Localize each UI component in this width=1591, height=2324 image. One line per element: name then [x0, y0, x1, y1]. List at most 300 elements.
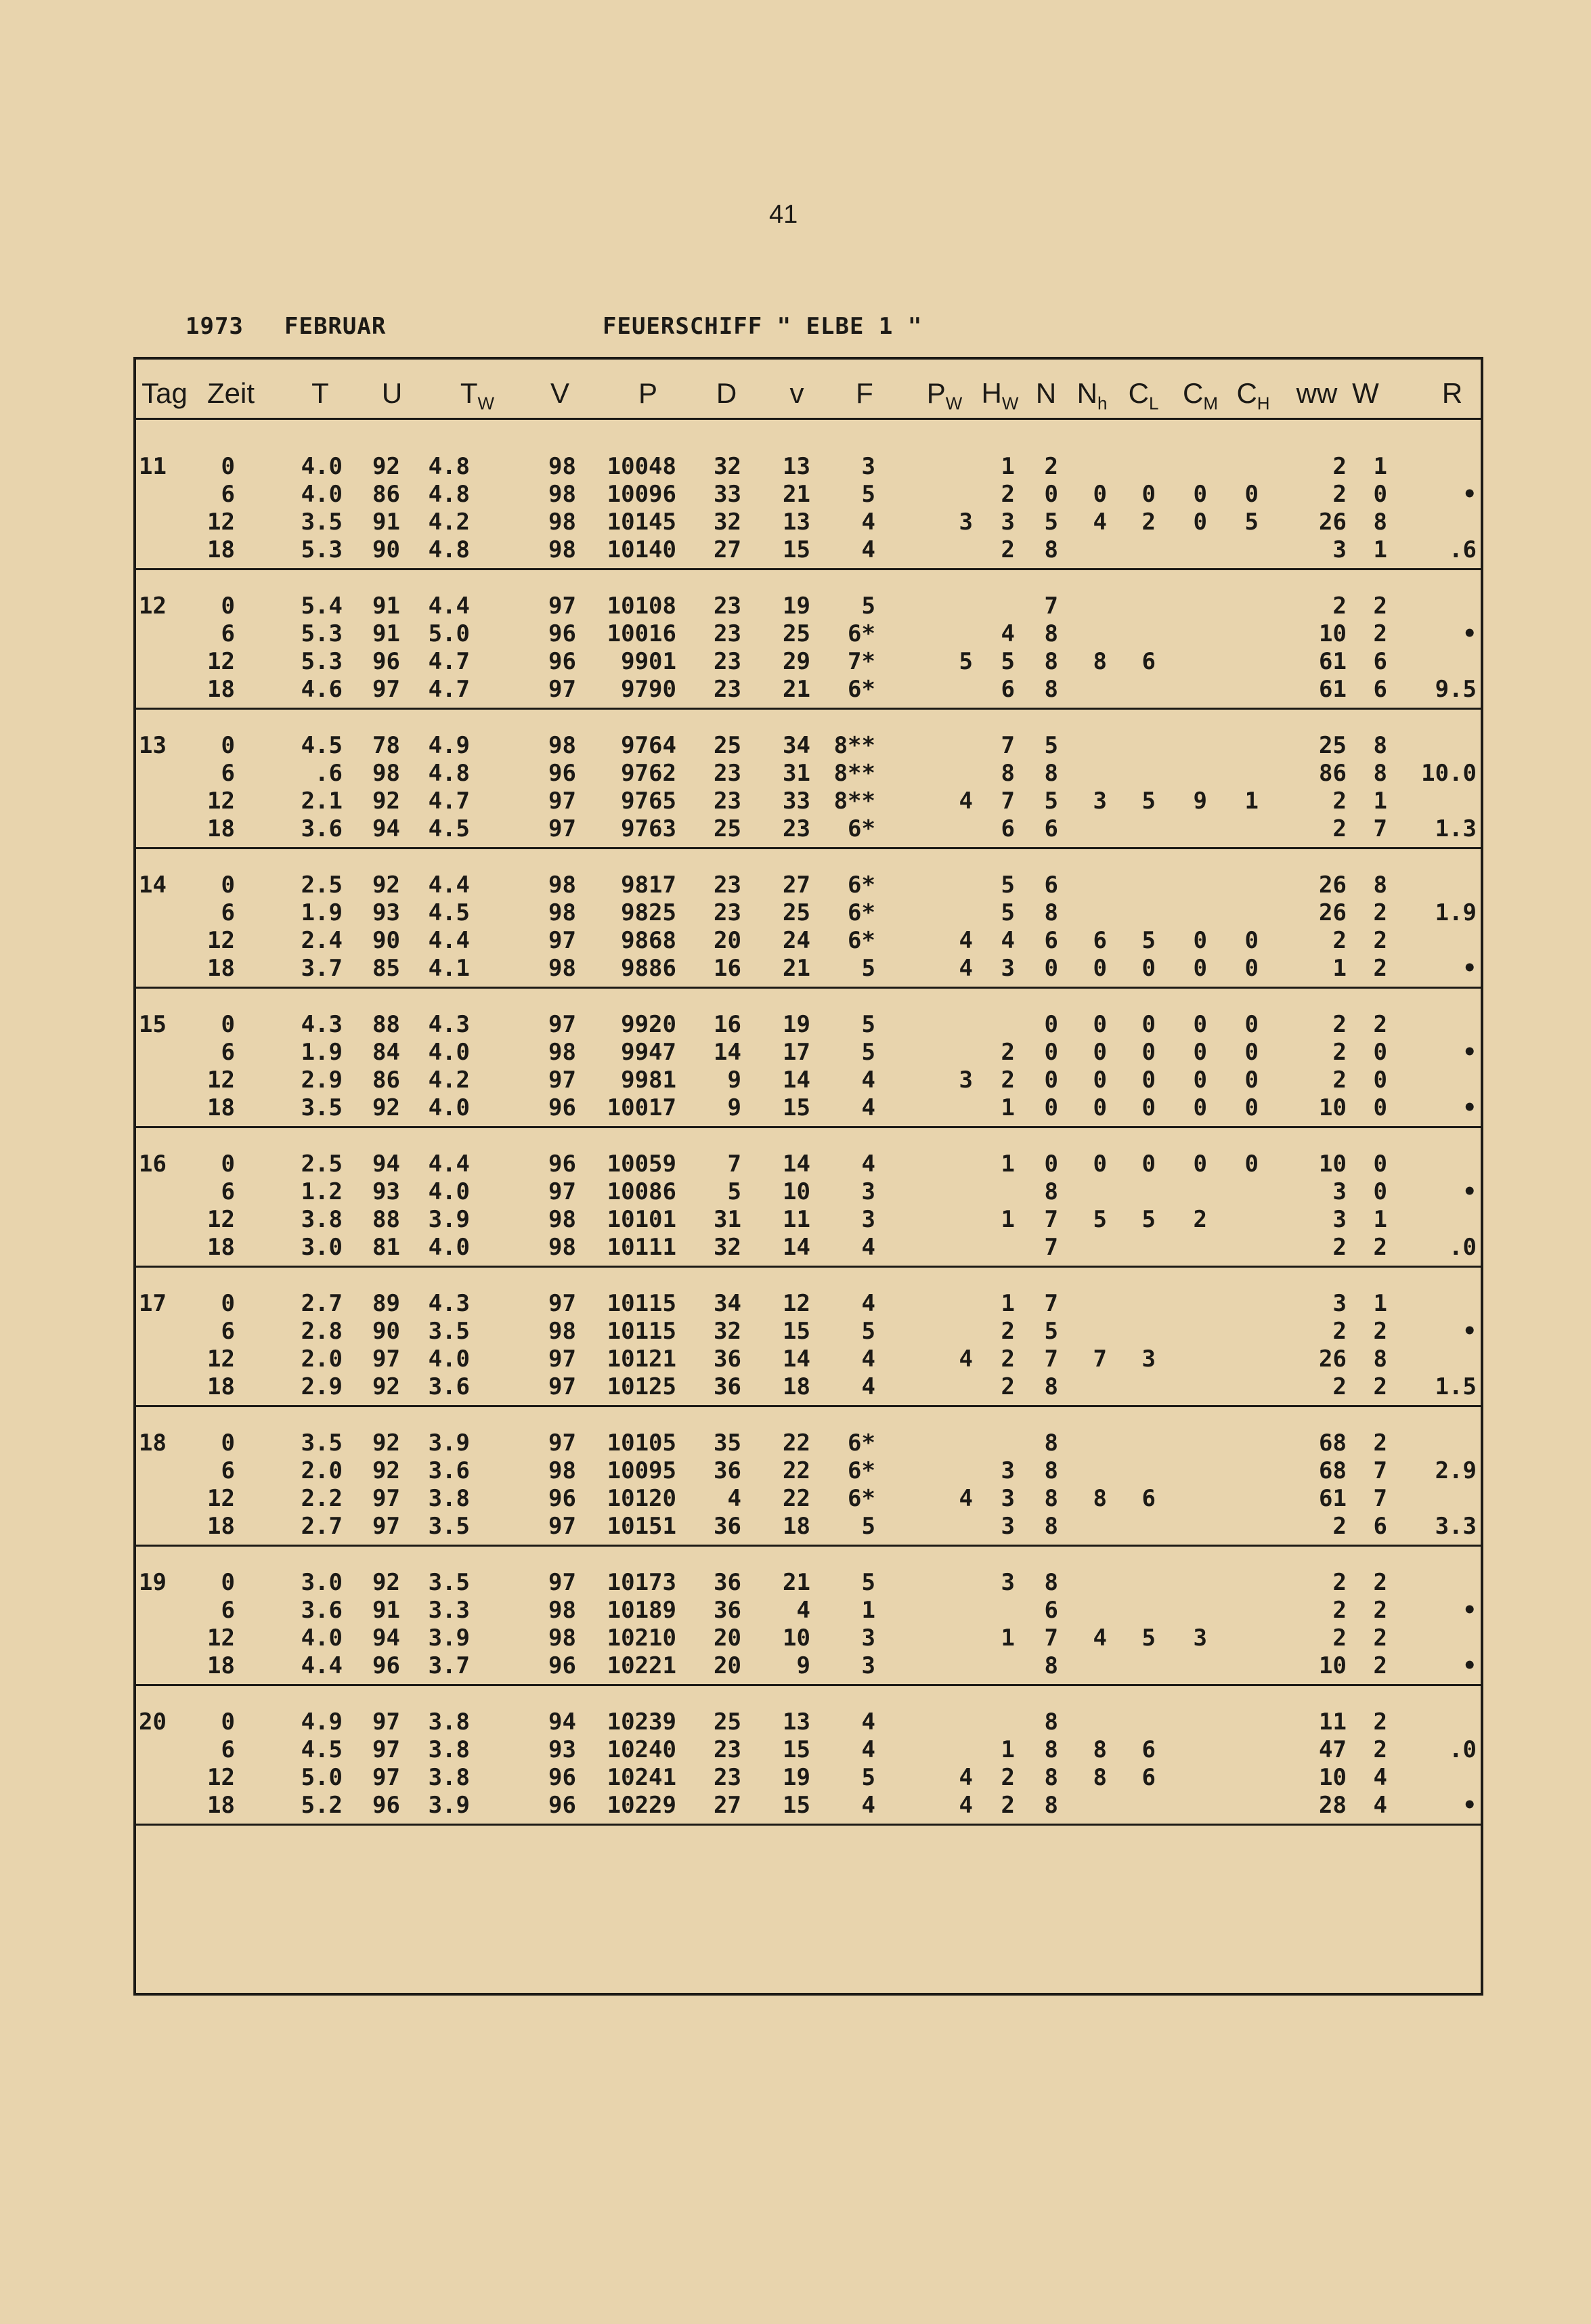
table-cell: 85 [372, 955, 400, 982]
table-cell: 4.2 [428, 509, 470, 536]
table-cell: 0 [1193, 1094, 1207, 1121]
table-cell: 12 [207, 648, 235, 675]
table-cell: 5.3 [301, 648, 343, 675]
table-cell: 3 [1001, 955, 1015, 982]
table-cell: 97 [548, 1011, 576, 1038]
table-cell: 26 [1319, 872, 1347, 899]
table-cell: 0 [221, 1569, 235, 1596]
table-cell: 6 [1044, 927, 1058, 954]
table-cell: 5.3 [301, 536, 343, 563]
table-cell: 96 [548, 1652, 576, 1679]
table-cell: 2 [1001, 1764, 1015, 1791]
table-cell: 1 [1244, 788, 1259, 815]
table-cell: 1 [1001, 1150, 1015, 1178]
column-header-main: N [1035, 377, 1057, 409]
table-cell: 1 [1373, 453, 1387, 480]
table-cell: 15 [783, 1318, 810, 1345]
table-cell: • [1462, 1597, 1477, 1624]
table-cell: 10 [1319, 1150, 1347, 1178]
table-cell: 92 [372, 453, 400, 480]
table-cell: .6 [1449, 536, 1477, 563]
column-header-main: N [1076, 377, 1097, 409]
table-cell: 92 [372, 872, 400, 899]
table-cell: 0 [1093, 481, 1107, 508]
table-cell: 8 [1373, 872, 1387, 899]
table-cell: 4 [861, 1346, 875, 1373]
table-cell: 0 [1373, 1067, 1387, 1094]
table-cell: 29 [783, 648, 810, 675]
table-cell: 6* [848, 1485, 875, 1512]
table-cell: 12 [207, 1067, 235, 1094]
table-cell: 93 [548, 1736, 576, 1763]
table-cell: 4.3 [428, 1290, 470, 1317]
table-cell: 10221 [607, 1652, 676, 1679]
column-header-sub: M [1203, 393, 1219, 414]
table-cell: 4.0 [428, 1039, 470, 1066]
table-cell: 36 [714, 1457, 741, 1484]
table-cell: 9825 [621, 899, 676, 926]
table-cell: 10016 [607, 620, 676, 647]
table-cell: 2.1 [301, 788, 343, 815]
table-cell: 8 [1044, 1708, 1058, 1736]
table-cell: 10189 [607, 1597, 676, 1624]
column-header-8 [790, 377, 804, 410]
table-cell: 4.4 [428, 872, 470, 899]
table-cell: 0 [221, 1150, 235, 1178]
table-cell: 3.8 [428, 1485, 470, 1512]
table-cell: 94 [372, 1150, 400, 1178]
table-cell: 3.9 [428, 1792, 470, 1819]
column-header-main: Tag [141, 377, 188, 409]
table-cell: 8 [1044, 1373, 1058, 1400]
table-cell: 6 [221, 760, 235, 787]
table-cell: 90 [372, 1318, 400, 1345]
table-cell: 0 [1244, 1011, 1259, 1038]
table-cell: 6* [848, 620, 875, 647]
table-cell: 97 [548, 1346, 576, 1373]
table-cell: 10 [783, 1178, 810, 1205]
table-cell: 93 [372, 1178, 400, 1205]
table-cell: 4.0 [301, 453, 343, 480]
table-cell: 6 [1044, 815, 1058, 842]
table-cell: .0 [1449, 1736, 1477, 1763]
table-cell: 21 [783, 676, 810, 703]
table-cell: 98 [548, 509, 576, 536]
table-cell: 5 [1001, 899, 1015, 926]
table-cell: 4.0 [428, 1094, 470, 1121]
table-cell: 4 [796, 1597, 810, 1624]
table-cell: 98 [548, 536, 576, 563]
table-cell: 1 [861, 1597, 875, 1624]
table-cell: 5 [1001, 872, 1015, 899]
table-cell: 25 [714, 732, 741, 759]
day-label: 20 [139, 1708, 167, 1736]
table-cell: 6 [1044, 872, 1058, 899]
table-cell: 26 [1319, 899, 1347, 926]
table-cell: 96 [372, 1652, 400, 1679]
table-cell: 18 [783, 1373, 810, 1400]
table-cell: 6* [848, 676, 875, 703]
table-cell: 9817 [621, 872, 676, 899]
table-cell: 21 [783, 481, 810, 508]
table-cell: 9790 [621, 676, 676, 703]
table-cell: 0 [1141, 1150, 1156, 1178]
table-cell: 0 [1193, 927, 1207, 954]
table-cell: 4.9 [428, 732, 470, 759]
column-header-1 [207, 377, 255, 410]
column-header-main: v [789, 377, 804, 409]
table-cell: 2 [1373, 1736, 1387, 1763]
table-cell: 5 [1244, 509, 1259, 536]
table-cell: 0 [1044, 1067, 1058, 1094]
table-cell: 18 [207, 676, 235, 703]
table-cell: 6 [1044, 1597, 1058, 1624]
table-cell: 4.9 [301, 1708, 343, 1736]
column-header-11 [982, 377, 1019, 414]
table-cell: 0 [1193, 1150, 1207, 1178]
table-cell: 98 [548, 899, 576, 926]
table-cell: 14 [783, 1346, 810, 1373]
table-cell: 12 [783, 1290, 810, 1317]
table-cell: 0 [1373, 1178, 1387, 1205]
table-cell: 2 [1332, 1067, 1347, 1094]
table-cell: 8 [1044, 620, 1058, 647]
table-cell: 2 [1332, 1318, 1347, 1345]
table-cell: 0 [221, 1290, 235, 1317]
table-cell: 6 [1141, 1485, 1156, 1512]
table-cell: 4 [861, 1067, 875, 1094]
table-cell: 12 [207, 1764, 235, 1791]
table-cell: 18 [207, 1234, 235, 1261]
table-cell: 0 [1044, 1039, 1058, 1066]
table-cell: 2.5 [301, 1150, 343, 1178]
table-cell: 98 [548, 732, 576, 759]
column-header-main: V [550, 377, 570, 409]
table-cell: 5 [861, 1011, 875, 1038]
header-year: 1973 [186, 313, 244, 340]
table-cell: 5 [1093, 1206, 1107, 1233]
table-cell: 1 [1001, 1290, 1015, 1317]
table-cell: 4 [727, 1485, 741, 1512]
table-cell: 8 [1044, 1764, 1058, 1791]
table-cell: 3.8 [428, 1708, 470, 1736]
table-cell: 6* [848, 1457, 875, 1484]
column-header-sub: W [477, 393, 495, 414]
table-cell: 0 [221, 1011, 235, 1038]
table-cell: 96 [548, 620, 576, 647]
table-cell: 2 [1332, 1513, 1347, 1540]
table-cell: • [1462, 1094, 1477, 1121]
table-cell: 97 [372, 1513, 400, 1540]
table-cell: 96 [548, 1792, 576, 1819]
table-cell: 97 [548, 927, 576, 954]
table-cell: 2 [1332, 481, 1347, 508]
table-cell: 8 [1373, 732, 1387, 759]
table-cell: 2.7 [301, 1513, 343, 1540]
table-cell: 61 [1319, 676, 1347, 703]
table-cell: 23 [714, 620, 741, 647]
table-cell: 1 [1373, 536, 1387, 563]
table-cell: 98 [548, 453, 576, 480]
page-number: 41 [769, 200, 798, 229]
table-cell: 97 [548, 1290, 576, 1317]
day-divider [136, 708, 1481, 710]
table-cell: 10210 [607, 1624, 676, 1652]
table-cell: 4.5 [301, 732, 343, 759]
table-cell: 1.2 [301, 1178, 343, 1205]
table-cell: 4.1 [428, 955, 470, 982]
table-cell: 1.9 [301, 899, 343, 926]
table-cell: 10059 [607, 1150, 676, 1178]
table-cell: 5 [1001, 648, 1015, 675]
column-header-main: C [1236, 377, 1257, 409]
table-cell: 6 [221, 481, 235, 508]
table-cell: 2 [1193, 1206, 1207, 1233]
table-cell: 27 [714, 536, 741, 563]
table-cell: 91 [372, 593, 400, 620]
table-cell: 7 [1373, 1457, 1387, 1484]
table-cell: 8 [1044, 1736, 1058, 1763]
table-cell: 5 [1044, 1318, 1058, 1345]
table-cell: 98 [548, 1318, 576, 1345]
table-cell: 14 [783, 1067, 810, 1094]
table-cell: 0 [1093, 955, 1107, 982]
table-cell: 8 [1093, 648, 1107, 675]
table-cell: 0 [221, 593, 235, 620]
table-cell: 4.4 [428, 927, 470, 954]
table-cell: 9901 [621, 648, 676, 675]
table-cell: 4 [861, 509, 875, 536]
table-cell: 32 [714, 1234, 741, 1261]
table-cell: 6* [848, 1429, 875, 1457]
table-cell: 90 [372, 536, 400, 563]
table-cell: • [1462, 620, 1477, 647]
table-cell: 1 [1001, 1206, 1015, 1233]
table-cell: 12 [207, 1485, 235, 1512]
table-cell: 96 [548, 760, 576, 787]
table-cell: 6 [221, 1736, 235, 1763]
table-cell: 8 [1001, 760, 1015, 787]
table-cell: 1.9 [1435, 899, 1477, 926]
column-header-6 [638, 377, 657, 410]
table-cell: 12 [207, 509, 235, 536]
table-cell: 1 [1373, 1206, 1387, 1233]
table-cell: 0 [221, 872, 235, 899]
table-cell: 2 [1332, 1373, 1347, 1400]
table-cell: 4 [959, 955, 973, 982]
table-cell: 2.0 [301, 1346, 343, 1373]
day-label: 18 [139, 1429, 167, 1457]
table-cell: 6 [221, 899, 235, 926]
table-cell: 4 [1001, 620, 1015, 647]
table-cell: 7 [1044, 1624, 1058, 1652]
table-cell: 92 [372, 1429, 400, 1457]
table-cell: 10115 [607, 1318, 676, 1345]
table-cell: 33 [714, 481, 741, 508]
table-cell: 4 [1001, 927, 1015, 954]
table-cell: • [1462, 1318, 1477, 1345]
table-cell: 3 [959, 509, 973, 536]
table-cell: 2 [1373, 1318, 1387, 1345]
table-cell: 5.4 [301, 593, 343, 620]
table-cell: 17 [783, 1039, 810, 1066]
table-cell: 0 [1244, 1039, 1259, 1066]
table-cell: 4 [959, 1764, 973, 1791]
day-label: 13 [139, 732, 167, 759]
table-cell: 97 [372, 1708, 400, 1736]
table-cell: 2 [1373, 1624, 1387, 1652]
table-cell: 28 [1319, 1792, 1347, 1819]
table-cell: 3 [1001, 1513, 1015, 1540]
table-cell: 10239 [607, 1708, 676, 1736]
table-cell: 2 [1001, 481, 1015, 508]
day-divider [136, 847, 1481, 849]
table-cell: 3.6 [428, 1373, 470, 1400]
table-cell: 4 [959, 927, 973, 954]
table-cell: 14 [783, 1150, 810, 1178]
table-cell: 7* [848, 648, 875, 675]
table-cell: 0 [1141, 481, 1156, 508]
table-cell: 0 [221, 732, 235, 759]
table-cell: 18 [207, 1652, 235, 1679]
table-cell: 8 [1044, 1513, 1058, 1540]
table-cell: 4.0 [301, 1624, 343, 1652]
table-cell: 8 [1373, 760, 1387, 787]
table-cell: 3.3 [1435, 1513, 1477, 1540]
column-header-18 [1352, 377, 1379, 410]
table-cell: 9 [1193, 788, 1207, 815]
table-cell: 0 [1244, 1150, 1259, 1178]
day-divider [136, 1266, 1481, 1268]
table-cell: 6 [1001, 815, 1015, 842]
table-cell: 97 [372, 1764, 400, 1791]
table-cell: 86 [372, 481, 400, 508]
table-cell: 31 [783, 760, 810, 787]
table-cell: 6 [221, 1039, 235, 1066]
column-header-main: D [716, 377, 737, 409]
table-cell: 12 [207, 788, 235, 815]
table-cell: 1 [1001, 1094, 1015, 1121]
table-cell: 2 [1332, 1234, 1347, 1261]
column-header-main: T [460, 377, 478, 409]
day-label: 15 [139, 1011, 167, 1038]
table-cell: 5 [861, 593, 875, 620]
table-cell: 2 [1332, 788, 1347, 815]
table-cell: • [1462, 1178, 1477, 1205]
table-cell: 4 [861, 536, 875, 563]
table-cell: 97 [548, 788, 576, 815]
table-cell: 0 [1193, 1067, 1207, 1094]
day-label: 16 [139, 1150, 167, 1178]
table-cell: 8 [1044, 760, 1058, 787]
table-cell: 98 [548, 1039, 576, 1066]
table-cell: 0 [1044, 481, 1058, 508]
table-cell: 7 [1044, 1206, 1058, 1233]
table-cell: 5 [1141, 788, 1156, 815]
table-cell: 2.4 [301, 927, 343, 954]
table-cell: 4.3 [301, 1011, 343, 1038]
table-cell: 1 [1001, 453, 1015, 480]
table-cell: 8** [833, 760, 875, 787]
table-cell: 4 [861, 1234, 875, 1261]
table-cell: 97 [372, 1736, 400, 1763]
table-cell: 98 [548, 872, 576, 899]
table-cell: 3.0 [301, 1569, 343, 1596]
table-cell: 10229 [607, 1792, 676, 1819]
table-cell: 98 [372, 760, 400, 787]
table-cell: 9981 [621, 1067, 676, 1094]
table-cell: 5 [861, 1039, 875, 1066]
table-cell: 7 [1373, 1485, 1387, 1512]
table-cell: 2 [1001, 1346, 1015, 1373]
table-cell: 33 [783, 788, 810, 815]
table-cell: 8 [1044, 1792, 1058, 1819]
table-cell: 5 [861, 1513, 875, 1540]
table-cell: 32 [714, 453, 741, 480]
table-cell: 9764 [621, 732, 676, 759]
table-cell: • [1462, 1792, 1477, 1819]
table-cell: 3.8 [301, 1206, 343, 1233]
table-cell: 4.6 [301, 676, 343, 703]
table-cell: 3 [861, 453, 875, 480]
table-cell: 96 [372, 1792, 400, 1819]
column-header-sub: H [1257, 393, 1270, 414]
table-cell: 96 [548, 648, 576, 675]
table-cell: 23 [714, 648, 741, 675]
table-cell: 3 [1193, 1624, 1207, 1652]
table-cell: 88 [372, 1011, 400, 1038]
day-divider [136, 987, 1481, 989]
table-cell: 3 [1001, 509, 1015, 536]
table-cell: 10086 [607, 1178, 676, 1205]
table-cell: 13 [783, 453, 810, 480]
column-header-main: R [1441, 377, 1463, 409]
table-cell: 8 [1044, 1485, 1058, 1512]
table-cell: 4.5 [301, 1736, 343, 1763]
table-cell: 1 [1001, 1736, 1015, 1763]
table-cell: 25 [783, 620, 810, 647]
table-cell: 8 [1044, 536, 1058, 563]
table-cell: 3.3 [428, 1597, 470, 1624]
table-cell: 15 [783, 1094, 810, 1121]
column-header-0 [141, 377, 188, 410]
table-cell: 0 [221, 453, 235, 480]
table-cell: 8 [1044, 899, 1058, 926]
table-cell: 0 [1141, 955, 1156, 982]
table-cell: 0 [1141, 1039, 1156, 1066]
table-cell: 4.8 [428, 536, 470, 563]
table-cell: 6 [1141, 648, 1156, 675]
table-cell: 19 [783, 593, 810, 620]
column-header-main: H [981, 377, 1002, 409]
table-cell: 92 [372, 788, 400, 815]
table-cell: 4 [959, 1346, 973, 1373]
table-cell: 92 [372, 1094, 400, 1121]
table-cell: 2.0 [301, 1457, 343, 1484]
table-cell: 9920 [621, 1011, 676, 1038]
table-cell: 92 [372, 1373, 400, 1400]
table-cell: 8 [1093, 1764, 1107, 1791]
table-cell: 9765 [621, 788, 676, 815]
table-cell: 5 [861, 481, 875, 508]
table-cell: 92 [372, 1457, 400, 1484]
table-cell: 24 [783, 927, 810, 954]
table-cell: 4.5 [428, 815, 470, 842]
table-cell: 3.9 [428, 1429, 470, 1457]
table-cell: 31 [714, 1206, 741, 1233]
table-cell: 6 [221, 1178, 235, 1205]
table-cell: 0 [1044, 1094, 1058, 1121]
